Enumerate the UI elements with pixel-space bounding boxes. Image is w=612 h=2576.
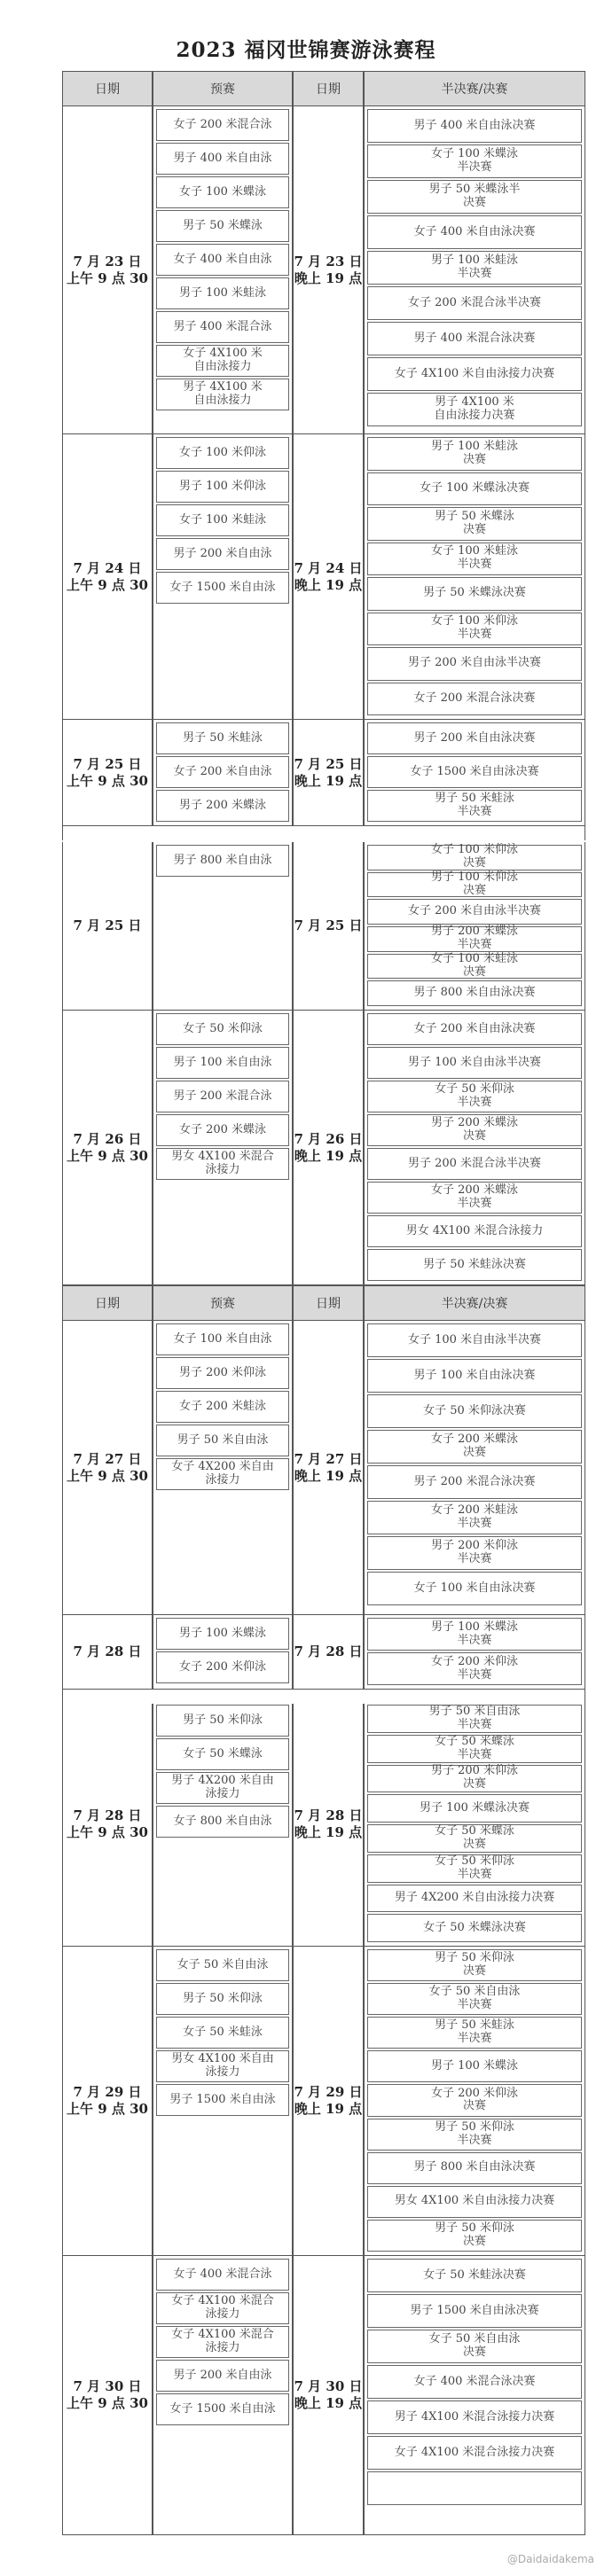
final-event: 男子 4X200 米自由泳接力决赛 [367,1885,582,1913]
final-event: 男子 50 米仰泳 半决赛 [367,2119,582,2151]
heat-event: 男子 100 米自由泳 [156,1047,289,1079]
header-date: 日期 [62,71,153,106]
date-cell: 7 月 27 日 上午 9 点 30 [62,1321,153,1615]
final-event: 男女 4X100 米自由泳接力决赛 [367,2186,582,2218]
final-event: 男子 200 米蝶泳 半决赛 [367,926,582,952]
heat-event: 男子 50 米蛙泳 [156,722,289,754]
final-event: 女子 50 米仰泳 半决赛 [367,1854,582,1883]
date-cell: 7 月 24 日 晚上 19 点 [293,434,364,720]
final-event: 女子 100 米仰泳 决赛 [367,845,582,870]
final-event: 女子 200 米蝶泳 决赛 [367,1430,582,1464]
final-event: 女子 50 米蝶泳 决赛 [367,1824,582,1853]
date-cell: 7 月 28 日 上午 9 点 30 [62,1702,153,1947]
final-event: 男子 100 米蝶泳 [367,2050,582,2082]
final-event: 男子 50 米蝶泳半 决赛 [367,180,582,214]
final-event: 男子 100 米蛙泳 决赛 [367,437,582,471]
final-event: 女子 50 米蝶泳决赛 [367,1914,582,1942]
final-event: 女子 100 米蝶泳决赛 [367,472,582,506]
final-event: 男子 200 米自由泳半决赛 [367,647,582,681]
final-event: 男子 200 米仰泳 半决赛 [367,1536,582,1570]
final-event: 女子 200 米蛙泳 半决赛 [367,1501,582,1534]
heat-event: 男子 1500 米自由泳 [156,2084,289,2116]
date-cell: 7 月 26 日 上午 9 点 30 [62,1011,153,1285]
heat-event: 男子 200 米自由泳 [156,2360,289,2392]
heat-event: 男子 50 米自由泳 [156,1425,289,1456]
heat-event: 女子 100 米蛙泳 [156,504,289,536]
heat-event: 男子 50 米蝶泳 [156,210,289,242]
date-cell: 7 月 25 日 [62,842,153,1011]
final-event: 男子 50 米蛙泳决赛 [367,1249,582,1281]
heat-event: 男女 4X100 米混合 泳接力 [156,1148,289,1180]
heat-event: 男子 100 米仰泳 [156,471,289,503]
final-event: 女子 50 米仰泳 半决赛 [367,1081,582,1112]
final-event: 男子 50 米蛙泳 半决赛 [367,2017,582,2049]
heat-event: 男子 800 米自由泳 [156,845,289,877]
date-cell: 7 月 27 日 晚上 19 点 [293,1321,364,1615]
heat-event: 女子 800 米自由泳 [156,1806,289,1838]
date-cell: 7 月 24 日 上午 9 点 30 [62,434,153,720]
final-event: 女子 100 米蝶泳 半决赛 [367,144,582,178]
final-event: 男子 50 米蝶泳 决赛 [367,507,582,541]
date-cell: 7 月 25 日 上午 9 点 30 [62,720,153,826]
heat-event: 女子 100 米蝶泳 [156,176,289,208]
date-cell: 7 月 23 日 上午 9 点 30 [62,106,153,434]
final-event: 男子 100 米仰泳 决赛 [367,872,582,898]
final-event: 女子 50 米自由泳 决赛 [367,2330,582,2363]
final-event: 男子 200 米仰泳 决赛 [367,1765,582,1793]
final-event [367,2471,582,2505]
date-cell: 7 月 28 日 晚上 19 点 [293,1702,364,1947]
heat-event: 男子 400 米混合泳 [156,311,289,343]
final-event: 女子 50 米仰泳决赛 [367,1394,582,1428]
section-gap [62,1690,585,1704]
final-event: 女子 100 米仰泳 半决赛 [367,613,582,646]
final-event: 女子 400 米混合泳决赛 [367,2365,582,2399]
final-event: 男子 100 米蝶泳 半决赛 [367,1618,582,1651]
final-event: 男子 200 米自由泳决赛 [367,722,582,754]
heat-event: 女子 400 米混合泳 [156,2259,289,2291]
final-event: 女子 1500 米自由泳决赛 [367,756,582,788]
final-event: 男子 800 米自由泳决赛 [367,2152,582,2184]
final-event: 女子 4X100 米自由泳接力决赛 [367,357,582,391]
final-event: 女子 400 米自由泳决赛 [367,215,582,249]
final-event: 男子 400 米自由泳决赛 [367,109,582,143]
heat-event: 女子 400 米自由泳 [156,244,289,276]
section-gap [62,826,585,840]
date-cell: 7 月 30 日 上午 9 点 30 [62,2256,153,2535]
final-event: 男子 4X100 米混合泳接力决赛 [367,2400,582,2434]
heat-event: 男子 50 米仰泳 [156,1983,289,2015]
final-event: 男子 50 米自由泳 半决赛 [367,1705,582,1733]
date-cell: 7 月 29 日 晚上 19 点 [293,1947,364,2256]
heat-event: 女子 4X200 米自由 泳接力 [156,1458,289,1490]
heat-event: 女子 50 米蛙泳 [156,2017,289,2049]
final-event: 女子 50 米蛙泳决赛 [367,2259,582,2292]
heat-event: 女子 200 米混合泳 [156,109,289,141]
final-event: 女子 4X100 米混合泳接力决赛 [367,2436,582,2470]
heat-event: 女子 1500 米自由泳 [156,572,289,604]
heat-event: 女子 200 米仰泳 [156,1651,289,1683]
final-event: 女子 200 米混合泳决赛 [367,683,582,716]
date-cell: 7 月 30 日 晚上 19 点 [293,2256,364,2535]
final-event: 男子 1500 米自由泳决赛 [367,2294,582,2328]
final-event: 男子 50 米仰泳 决赛 [367,2220,582,2252]
date-cell: 7 月 25 日 晚上 19 点 [293,720,364,826]
final-event: 男子 800 米自由泳决赛 [367,980,582,1006]
heat-event: 女子 100 米自由泳 [156,1323,289,1355]
final-event: 女子 50 米自由泳 半决赛 [367,1983,582,2015]
date-cell: 7 月 28 日 [293,1615,364,1690]
final-event: 男子 100 米自由泳半决赛 [367,1047,582,1079]
final-event: 男子 100 米自由泳决赛 [367,1359,582,1393]
final-event: 女子 200 米混合泳半决赛 [367,286,582,320]
heat-event: 女子 200 米自由泳 [156,756,289,788]
heat-event: 男子 200 米自由泳 [156,538,289,570]
final-event: 女子 200 米自由泳决赛 [367,1013,582,1045]
final-event: 女子 100 米自由泳半决赛 [367,1323,582,1357]
header-heats: 预赛 [153,71,293,106]
header-date: 日期 [293,71,364,106]
date-cell: 7 月 26 日 晚上 19 点 [293,1011,364,1285]
final-event: 女子 200 米蝶泳 半决赛 [367,1182,582,1214]
final-event: 男子 200 米混合泳决赛 [367,1465,582,1499]
heat-event: 女子 100 米仰泳 [156,437,289,469]
date-cell: 7 月 23 日 晚上 19 点 [293,106,364,434]
final-event: 男子 4X100 米 自由泳接力决赛 [367,393,582,426]
final-event: 女子 50 米蝶泳 半决赛 [367,1735,582,1763]
heat-event: 男子 400 米自由泳 [156,143,289,175]
heat-event: 女子 50 米自由泳 [156,1949,289,1981]
final-event: 女子 200 米自由泳半决赛 [367,899,582,925]
heat-event: 男子 4X200 米自由 泳接力 [156,1772,289,1804]
final-event: 女子 100 米蛙泳 半决赛 [367,543,582,576]
final-event: 男女 4X100 米混合泳接力 [367,1215,582,1247]
final-event: 男子 100 米蛙泳 半决赛 [367,251,582,285]
heat-event: 女子 50 米仰泳 [156,1013,289,1045]
heat-event: 男子 4X100 米 自由泳接力 [156,379,289,410]
date-cell: 7 月 25 日 [293,842,364,1011]
header-finals: 半决赛/决赛 [364,1285,585,1321]
header-finals: 半决赛/决赛 [364,71,585,106]
final-event: 男子 200 米蝶泳 决赛 [367,1114,582,1146]
watermark: @Daidaidakema [506,2553,594,2565]
final-event: 女子 200 米仰泳 决赛 [367,2084,582,2116]
final-event: 男子 100 米蝶泳决赛 [367,1794,582,1823]
final-event: 男子 50 米仰泳 决赛 [367,1949,582,1981]
heat-event: 女子 4X100 米混合 泳接力 [156,2292,289,2324]
heat-event: 女子 4X100 米混合 泳接力 [156,2326,289,2358]
date-cell: 7 月 29 日 上午 9 点 30 [62,1947,153,2256]
heat-event: 女子 200 米蝶泳 [156,1114,289,1146]
header-date: 日期 [62,1285,153,1321]
heat-event: 女子 50 米蝶泳 [156,1738,289,1770]
final-event: 男子 50 米蛙泳 半决赛 [367,790,582,822]
final-event: 女子 100 米蛙泳 决赛 [367,954,582,980]
final-event: 女子 100 米自由泳决赛 [367,1572,582,1605]
header-date: 日期 [293,1285,364,1321]
heat-event: 男子 50 米仰泳 [156,1705,289,1737]
final-event: 男子 50 米蝶泳决赛 [367,577,582,611]
final-event: 男子 400 米混合泳决赛 [367,322,582,355]
heat-event: 女子 200 米蛙泳 [156,1391,289,1423]
heat-event: 男子 200 米仰泳 [156,1357,289,1389]
heat-event: 女子 4X100 米 自由泳接力 [156,345,289,377]
final-event: 男子 200 米混合泳半决赛 [367,1148,582,1180]
heat-event: 男子 100 米蛙泳 [156,277,289,309]
heat-event: 男子 100 米蝶泳 [156,1618,289,1650]
heat-event: 男子 200 米混合泳 [156,1081,289,1112]
header-heats: 预赛 [153,1285,293,1321]
page-title: 2023 福冈世锦赛游泳赛程 [176,38,436,62]
heat-event: 女子 1500 米自由泳 [156,2393,289,2425]
heat-event: 男女 4X100 米自由 泳接力 [156,2050,289,2082]
date-cell: 7 月 28 日 [62,1615,153,1690]
final-event: 女子 200 米仰泳 半决赛 [367,1652,582,1685]
heat-event: 男子 200 米蝶泳 [156,790,289,822]
